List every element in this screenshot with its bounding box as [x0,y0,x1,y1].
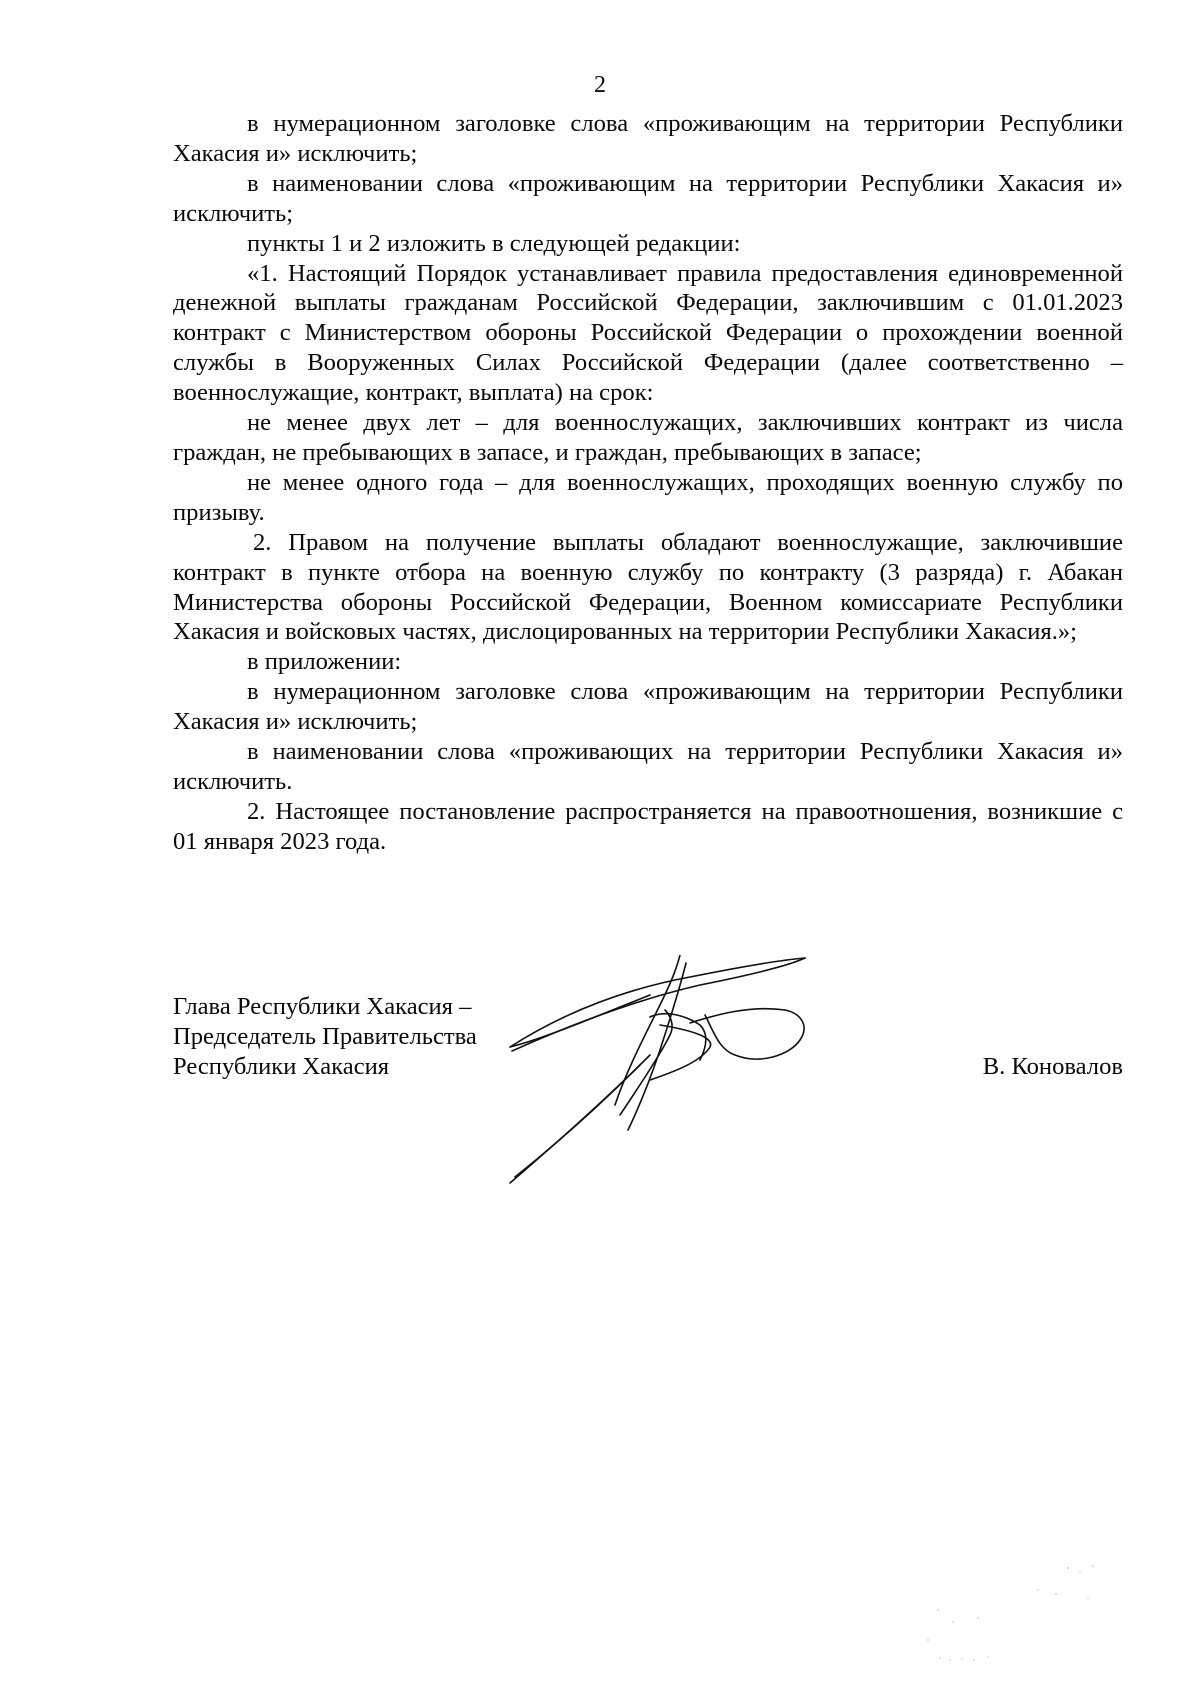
paragraph: в наименовании слова «проживающих на территории Республики Хакасия и» исключить. [173,738,1123,795]
paragraph: в наименовании слова «проживающим на территории Республики Хакасия и» исключить; [173,169,1123,227]
signer-name: В. Коновалов [982,1053,1123,1080]
paragraph: 2. Настоящее постановление распространяется на правоотношения, возникшие с 01 января 2023 года. [173,797,1123,855]
paragraph: в приложении: [247,648,402,676]
handwritten-signature [500,955,900,1190]
page-number: 2 [594,72,606,98]
paragraph: не менее одного года – для военнослужащих, проходящих военную службу по призыву. [173,468,1123,526]
paragraph: в нумерационном заголовке слова «проживающим на территории Республики Хакасия и» исключить; [173,678,1123,736]
paragraph: не менее двух лет – для военнослужащих, заключивших контракт из числа граждан, не пребывающих в запасе, и граждан, пребывающих в запасе; [173,409,1123,466]
signer-title-line: Глава Республики Хакасия – [173,993,472,1020]
signer-title-line: Председатель Правительства [173,1022,477,1050]
scan-noise [918,1560,1108,1670]
paragraph: «1. Настоящий Порядок устанавливает правила предоставления единовременной денежной выплаты гражданам Российской Федерации, заключившим с 01.01.2023 контракт с Министерством обороны Российской Федерации о прохождении военной службы в Вооруженных Силах Российской Федерации (далее соответственно – военнослужащие, контракт, выплата) на срок: [173,259,1123,407]
paragraph: в нумерационном заголовке слова «проживающим на территории Республики Хакасия и» исключить; [173,110,1123,167]
signer-title-line: Республики Хакасия [173,1052,390,1080]
paragraph: пункты 1 и 2 изложить в следующей редакции: [247,229,741,257]
document-body [173,109,1123,857]
paragraph: 2. Правом на получение выплаты обладают военнослужащие, заключившие контракт в пункте отбора на военную службу по контракту (3 разряда) г. Абакан Министерства обороны Российской Федерации, Военном комиссариате Республики Хакасия и войсковых частях, дислоцированных на территории Республики Хакасия.»; [173,528,1123,646]
